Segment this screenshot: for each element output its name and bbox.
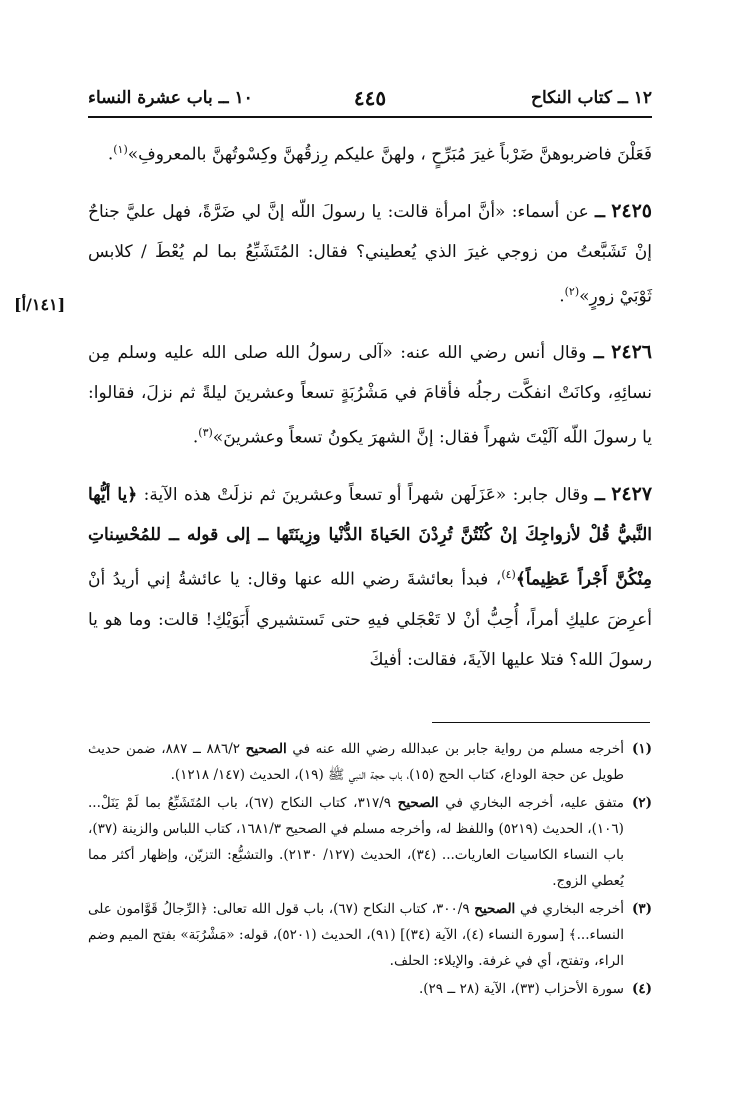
dash: ــ — [593, 343, 604, 364]
quran-verse: ﴿يا أيُّها النَّبيُّ قُلْ لأزواجِكَ إنْ كُنْتُنَّ تُرِدْنَ الحَياةَ الدُّنْيا وزِينَتَها ــ إلى قوله ــ للمُحْسِناتِ مِنْكُنَّ أَجْراً عَظِيماً﴾ — [88, 484, 652, 590]
book-chapter-title: ١٢ ــ كتاب النكاح — [531, 88, 652, 108]
footnote — [88, 896, 652, 974]
hadith-2425: ٢٤٢٥ ــ عن أسماء: «أنَّ امرأة قالت: يا رسولَ اللّه إنَّ لي ضَرَّةً، فهل عليَّ جناحٌ إنْ تَشَبَّعتُ من زوجي غيرَ الذي يُعطيني؟ فقال: المُتَشَبِّعُ بما لم يُعْطَ / كلابس ثَوْبَيْ زورٍ»$^{(٢)}$. [١٤١/أ] — [88, 191, 652, 317]
footnote — [88, 736, 652, 788]
hadith-number: ٢٤٢٥ — [611, 199, 653, 222]
footnote-text — [88, 736, 624, 788]
intro-text: فَعَلْنَ فاضربوهنَّ ضَرْباً غيرَ مُبَرِّحٍ ، ولهنَّ عليكم رِزقُهنَّ وكِسْوتُهنَّ بالمعروفِ» — [127, 144, 652, 165]
section-title: ١٠ ــ باب عشرة النساء — [88, 88, 253, 108]
footnote-text-b: ٣٠٠/٩، كتاب النكاح (٦٧)، باب قول الله تعالى: ﴿الرِّجالُ قَوَّامون على النساء...﴾ [سورة النساء (٤)، الآية (٣٤)] (٩١)، الحديث (٥٢٠١)، قوله: «مَشْرُبَة» بفتح الميم وضم الراء، وتفتح، أي في غرفة. والإيلاء: الحلف. — [88, 901, 624, 969]
dash: ــ — [594, 201, 605, 222]
intro-paragraph: فَعَلْنَ فاضربوهنَّ ضَرْباً غيرَ مُبَرِّحٍ ، ولهنَّ عليكم رِزقُهنَّ وكِسْوتُهنَّ بالمعروفِ»$^{(١)}$. — [107, 143, 652, 165]
hadith-text: وقال جابر: «عَزَلَهن شهراً أو تسعاً وعشرينَ ثم نزلَتْ هذه الآية: — [143, 484, 589, 505]
footnote-text-a: أخرجه البخاري في — [519, 901, 624, 917]
footnote-number: (٤) — [631, 981, 652, 997]
footnote-text-a: أخرجه مسلم من رواية جابر بن عبدالله رضي الله عنه في — [292, 741, 624, 757]
footnotes — [88, 736, 652, 1004]
footnote-text — [88, 790, 624, 894]
hadith-number: ٢٤٢٧ — [611, 482, 653, 505]
footnote-text-a: سورة الأحزاب (٣٣)، الآية (٢٨ ــ ٢٩). — [418, 981, 624, 997]
footnote-bold: الصحيح — [474, 901, 516, 917]
footnote-ref: (١) — [113, 143, 128, 156]
hadith-2426: ٢٤٢٦ ــ وقال أنس رضي الله عنه: «آلى رسولُ الله صلى الله عليه وسلم مِن نسائِهِ، وكانَتْ انفكَّت رجلُه فأقامَ في مَشْرُبَةٍ تسعاً وعشرينَ ليلةً ثم نزلَ، فقالوا: يا رسولَ اللّه آلَيْتَ شهراً فقال: إنَّ الشهرَ يكونُ تسعاً وعشرينَ»$^{(٣)}$. — [88, 341, 652, 448]
manuscript-folio-note: [١٤١/أ] — [14, 294, 66, 314]
footnote-text-b: ٣١٧/٩، كتاب النكاح (٦٧)، باب المُتَشَبِّعُ بما لَمْ يَنَلْ... (١٠٦)، الحديث (٥٢١٩) واللفظ له، وأخرجه مسلم في الصحيح ١٦٨١/٣، كتاب اللباس والزينة (٣٧)، باب النساء الكاسيات العاريات... (٣٤)، الحديث (١٢٧/ ٢١٣٠). والتشبُّع: التزيّن، وإظهار أكثر مما يُعطي الزوج. — [88, 795, 624, 889]
hadith-text-continued: ، فبدأ بعائشةَ رضي الله عنها وقال: يا عائشةُ إني أريدُ أنْ أعرِضَ عليكِ أمراً، أُحِبُّ أنْ لا تَعْجَلي فيهِ حتى تَستشيري أَبَوَيْكِ! قالت: وما هو يا رسولَ الله؟ فتلا عليها الآيةَ، فقالت: أفيكَ — [88, 569, 652, 670]
running-header — [88, 80, 652, 118]
footnote-separator — [432, 722, 650, 723]
hadith-2427 — [88, 474, 652, 680]
footnote-bold: الصحيح — [397, 795, 439, 811]
footnote-text-a: متفق عليه، أخرجه البخاري في — [445, 795, 624, 811]
footnote-number: (٢) — [631, 795, 652, 811]
dash: ــ — [594, 484, 605, 505]
page — [14, 80, 653, 696]
hadith-text: وقال أنس رضي الله عنه: «آلى رسولُ الله صلى الله عليه وسلم مِن نسائِهِ، وكانَتْ انفكَّت رجلُه فأقامَ في مَشْرُبَةٍ تسعاً وعشرينَ ليلةً ثم نزلَ، فقالوا: يا رسولَ اللّه آلَيْتَ شهراً فقال: إنَّ الشهرَ يكونُ تسعاً وعشرينَ» — [88, 343, 652, 448]
hadith-text: عن أسماء: «أنَّ امرأة قالت: يا رسولَ اللّه إنَّ لي ضَرَّةً، فهل عليَّ جناحٌ إنْ تَشَبَّعتُ من زوجي غيرَ الذي يُعطيني؟ فقال: المُتَشَبِّعُ بما لم يُعْطَ / كلابس ثَوْبَيْ زورٍ» — [88, 201, 652, 307]
footnote-ref: (٤) — [501, 567, 516, 581]
footnote-text — [88, 896, 624, 974]
footnote-number: (١) — [631, 741, 652, 757]
footnote-number: (٣) — [631, 901, 652, 917]
footnote-text — [88, 976, 624, 1002]
footnote-ref: (٣) — [198, 426, 213, 440]
footnote — [88, 790, 652, 894]
main-text — [14, 130, 653, 680]
footnote-ref: (٢) — [564, 284, 580, 298]
footnote-text-b: ٨٨٦/٢ ــ ٨٨٧، ضمن حديث طويل عن حجة الوداع، كتاب الحج (١٥)، باب حجة النبي ﷺ (١٩)، الحديث (١٤٧/ ١٢١٨). — [88, 741, 624, 783]
page-number: ٤٤٥ — [353, 86, 387, 110]
footnote — [88, 976, 652, 1002]
hadith-number: ٢٤٢٦ — [611, 341, 652, 364]
footnote-bold: الصحيح — [245, 741, 287, 757]
